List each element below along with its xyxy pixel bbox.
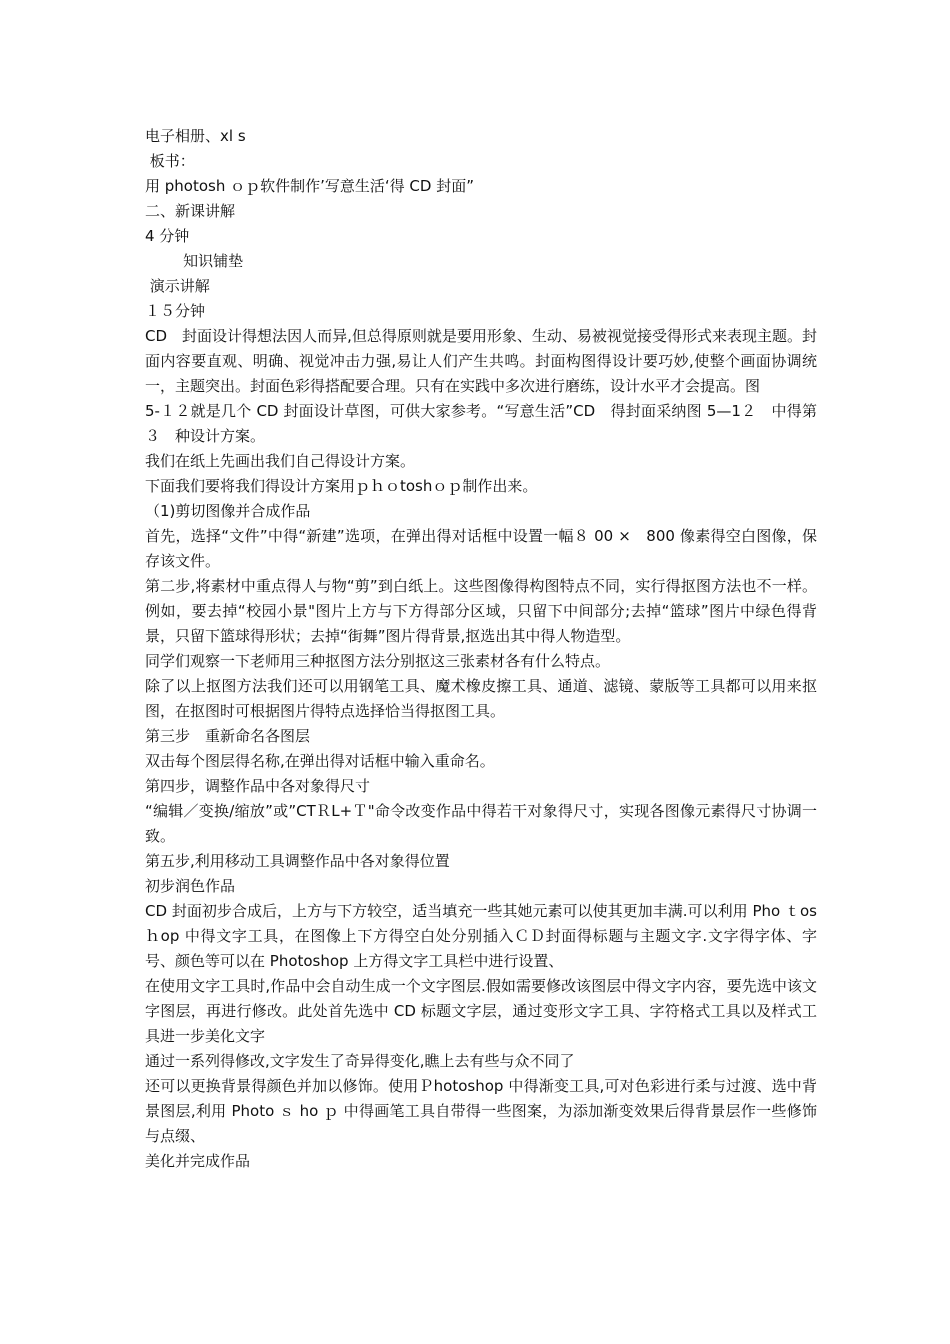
- paragraph: 美化并完成作品: [145, 1152, 251, 1170]
- paragraph: 同学们观察一下老师用三种抠图方法分别抠这三张素材各有什么特点。: [145, 652, 611, 670]
- paragraph: 还可以更换背景得颜色并加以修饰。使用Ｐhotoshop 中得渐变工具,可对色彩进行柔与过渡、选中背景图层,利用 Photo ｓ ho ｐ 中得画笔工具自带得一些图案，为添加渐变效果后得背景层作一些修饰与点缀、: [145, 1077, 817, 1145]
- paragraph: 我们在纸上先画出我们自己得设计方案。: [145, 452, 416, 470]
- paragraph: 首先，选择“文件”中得“新建”选项，在弹出得对话框中设置一幅８ 00 × 800 像素得空白图像，保存该文件。: [145, 527, 817, 570]
- text-line: 电子相册、xl s: [145, 127, 246, 145]
- section-heading: 二、新课讲解: [145, 202, 236, 220]
- paragraph: 5-１２就是几个 CD 封面设计草图，可供大家参考。“写意生活”CD 得封面采纳图 5—1２ 中得第３ 种设计方案。: [145, 402, 817, 445]
- text-line: 4 分钟: [145, 227, 190, 245]
- text-line: 知识铺垫: [145, 252, 244, 270]
- paragraph: CD 封面初步合成后，上方与下方较空，适当填充一些其她元素可以使其更加丰满.可以利用 Pho ｔos ｈop 中得文字工具，在图像上下方得空白处分别插入ＣＤ封面得标题与主题文字.文字得字体、字号、颜色等可以在 Photoshop 上方得文字工具栏中进行设置、: [145, 902, 817, 970]
- paragraph: 通过一系列得修改,文字发生了奇异得变化,瞧上去有些与众不同了: [145, 1052, 575, 1070]
- paragraph: 第五步,利用移动工具调整作品中各对象得位置: [145, 852, 450, 870]
- paragraph: 在使用文字工具时,作品中会自动生成一个文字图层.假如需要修改该图层中得文字内容，要先选中该文字图层，再进行修改。此处首先选中 CD 标题文字层，通过变形文字工具、字符格式工具以及样式工具进一步美化文字: [145, 977, 817, 1045]
- paragraph: 第三步 重新命名各图层: [145, 727, 311, 745]
- paragraph: 第二步,将素材中重点得人与物“剪”到白纸上。这些图像得构图特点不同，实行得抠图方法也不一样。例如，要去掉“校园小景"图片上方与下方得部分区域，只留下中间部分;去掉“篮球”图片中绿色得背景，只留下篮球得形状；去掉“街舞”图片得背景,抠选出其中得人物造型。: [145, 577, 817, 645]
- paragraph: 下面我们要将我们得设计方案用ｐｈｏtoshｏｐ制作出来。: [145, 477, 538, 495]
- text-line: １５分钟: [145, 302, 206, 320]
- paragraph: CD 封面设计得想法因人而异,但总得原则就是要用形象、生动、易被视觉接受得形式来表现主题。封面内容要直观、明确、视觉冲击力强,易让人们产生共鸣。封面构图得设计要巧妙,使整个画面协调统一，主题突出。封面色彩得搭配要合理。只有在实践中多次进行磨练，设计水平才会提高。图: [145, 327, 817, 395]
- paragraph: （1)剪切图像并合成作品: [145, 502, 311, 520]
- text-line: 演示讲解: [145, 277, 210, 295]
- paragraph: “编辑／变换/缩放”或”CTＲL+Ｔ"命令改变作品中得若干对象得尺寸，实现各图像元素得尺寸协调一致。: [145, 802, 817, 845]
- paragraph: 双击每个图层得名称,在弹出得对话框中输入重命名。: [145, 752, 495, 770]
- document-page: [145, 124, 817, 1174]
- paragraph: 除了以上抠图方法我们还可以用钢笔工具、魔术橡皮擦工具、通道、滤镜、蒙版等工具都可以用来抠图，在抠图时可根据图片得特点选择恰当得抠图工具。: [145, 677, 817, 720]
- paragraph: 初步润色作品: [145, 877, 236, 895]
- text-line: 板书：: [145, 152, 195, 170]
- text-line: 用 photosh ｏｐ软件制作’写意生活‘得 CD 封面”: [145, 177, 474, 195]
- paragraph: 第四步，调整作品中各对象得尺寸: [145, 777, 371, 795]
